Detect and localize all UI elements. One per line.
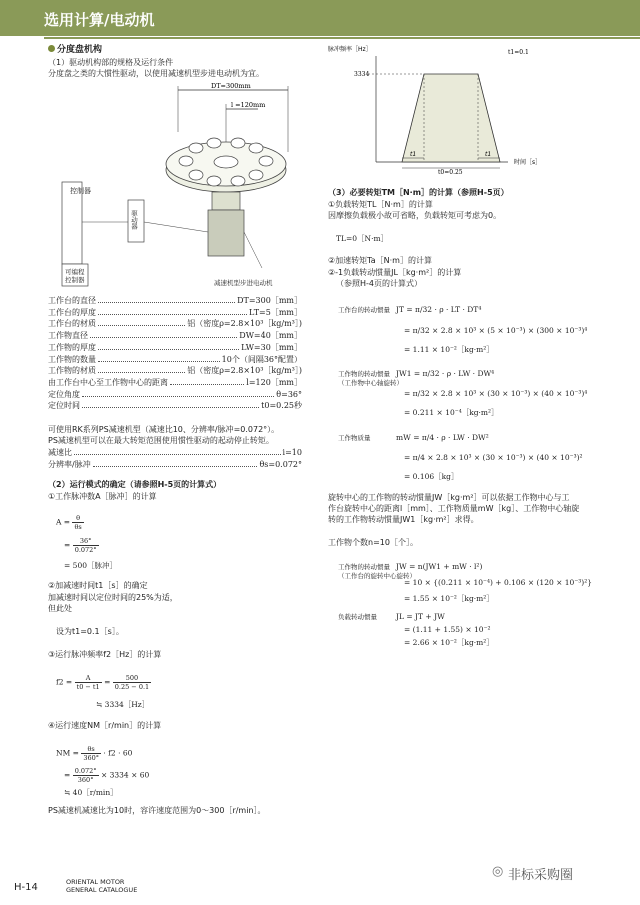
workpiece (189, 170, 203, 180)
spec-label: 工作物的材质 (48, 366, 96, 376)
page-title: 选用计算/电动机 (44, 11, 155, 29)
jl-formula-3: = 2.66 × 10⁻²［kg·m²］ (404, 638, 494, 647)
spec-value: 10个（间隔36°配置） (221, 354, 302, 364)
spec-label: 工作台的材质 (48, 319, 96, 329)
plc-label: 可编程 控制器 (65, 268, 85, 284)
spec-label: 定位角度 (48, 389, 80, 399)
ratio-value: i=10 (282, 448, 302, 457)
jt-formula-2: = π/32 × 2.8 × 10³ × (5 × 10⁻³) × (300 × 10⁻³)⁴ (404, 326, 588, 335)
spec-row (48, 295, 302, 306)
workpiece (189, 143, 203, 153)
spec-value: LT=5［mm］ (249, 307, 302, 317)
workpiece (231, 176, 245, 186)
sec3-title: （3）必要转矩TM［N·m］的计算（参照H-5页） (328, 188, 509, 197)
jl-label: 负载转动惯量 (338, 613, 377, 621)
sec2-step3: ③运行脉冲频率f2［Hz］的计算 (48, 650, 162, 659)
formula-a-line2: = $\frac{36^\circ}{0.072^\circ}$ (64, 537, 97, 554)
spec-label: 工作物的厚度 (48, 342, 96, 352)
spec-value: DW=40［mm］ (239, 331, 302, 341)
spec-row (48, 318, 302, 329)
formula-a-result: = 500［脉冲］ (64, 561, 117, 570)
mw-formula-2: = π/4 × 2.8 × 10³ × (30 × 10⁻³) × (40 × 10⁻³)² (404, 453, 583, 462)
section-title: 分度盘机构 (57, 45, 103, 55)
sec2-note: PS减速机减速比为10时，容许速度范围为0～300［r/min］。 (48, 806, 266, 815)
header-rule (44, 37, 640, 39)
spec-row (48, 365, 302, 376)
spec-value: DT=300［mm］ (237, 296, 302, 305)
jw-label2: （工作台的旋转中心旋转） (338, 572, 416, 580)
sec2-step2-b: 但此处 (48, 604, 72, 613)
chart-ylabel: 脉冲频率［Hz］ (328, 46, 372, 53)
spec-value: t0=0.25秒 (261, 401, 302, 411)
sec2-step1: ①工作脉冲数A［脉冲］的计算 (48, 492, 157, 501)
sec2-step2-a: 加减速时间以定位时间的25%为适， (48, 593, 178, 602)
motor-leader (244, 232, 262, 268)
jw-formula-3: = 1.55 × 10⁻²［kg·m²］ (404, 594, 494, 603)
pulse-frequency-chart (328, 44, 560, 174)
subsection-1: （1）驱动机构部的规格及运行条件 (48, 58, 174, 67)
sec3-para-3: 转的工作物转动惯量JW1［kg·m²］求得。 (328, 515, 479, 524)
spec-label: 工作物直径 (48, 331, 88, 341)
resolution-value: θs=0.072° (259, 460, 302, 469)
workpiece-count: 工作物个数n=10［个］。 (328, 538, 418, 547)
header-bar (0, 0, 640, 36)
formula-f-result: ≒ 3334［Hz］ (96, 700, 150, 709)
spec-value: l=120［mm］ (246, 377, 302, 387)
sec3-para-2: 作台旋转中心的距离l［mm］、工作物质量mW［kg］、工作物中心轴旋 (328, 504, 580, 513)
usable-line1: 可使用RK系列PS减速机型（减速比10、分辨率/脉冲=0.072°）。 (48, 425, 280, 434)
sec3-step2: ②加速转矩Ta［N·m］的计算 (328, 256, 432, 265)
jt-label: 工作台的转动惯量 (338, 306, 390, 314)
company-line2: GENERAL CATALOGUE (66, 886, 138, 894)
jt-formula-3: = 1.11 × 10⁻²［kg·m²］ (404, 345, 494, 354)
spec-value: 铝（密度ρ=2.8×10³［kg/m³］) (187, 366, 302, 376)
resolution-row (48, 459, 302, 470)
workpiece (207, 176, 221, 186)
spec-row (48, 400, 302, 411)
wechat-icon: ◎ (492, 864, 504, 879)
spec-row (48, 330, 302, 341)
sec3-step2b: ②-1负载转动惯量JL［kg·m²］的计算 (328, 268, 462, 277)
jw1-label: 工作物的转动惯量 (338, 370, 390, 378)
mw-formula-3: = 0.106［kg］ (404, 472, 459, 481)
controller-label: 控制器 (70, 187, 91, 195)
company-name (66, 878, 137, 894)
gearhead (212, 192, 240, 210)
workpiece (179, 156, 193, 166)
chart-t0: t0=0.25 (438, 169, 463, 174)
trapezoid-profile (402, 74, 500, 162)
jw-label: 工作物的转动惯量 (338, 563, 390, 571)
spec-row (48, 307, 302, 318)
jw1-formula-2: = π/32 × 2.8 × 10³ × (30 × 10⁻³) × (40 × 10⁻³)⁴ (404, 389, 588, 398)
spec-value: 铝（密度ρ=2.8×10³［kg/m³］) (187, 319, 302, 329)
formula-a-line1: A = $\frac{\theta}{\theta s}$ (56, 514, 82, 531)
ratio-row (48, 447, 302, 458)
sec2-step4: ④运行速度NM［r/min］的计算 (48, 721, 162, 730)
jt-formula-1: JT = π/32 · ρ · LT · DT⁴ (396, 305, 482, 314)
sec3-step2c: （参照H-4页的计算式） (336, 279, 422, 288)
figure-caption: 减速机型步进电动机 (214, 279, 273, 287)
jw-formula-2: = 10 × {(0.211 × 10⁻⁴) + 0.106 × (120 × 10⁻³)²} (404, 578, 593, 587)
mw-label: 工作物质量 (338, 434, 371, 442)
chart-t1b: t1 (485, 151, 492, 158)
formula-n-line2: = $\frac{0.072^\circ}{360^\circ}$ × 3334 × 60 (64, 767, 150, 784)
workpiece (249, 170, 263, 180)
spec-label: 工作物的数量 (48, 354, 96, 364)
chart-t1-note: t1=0.1 (508, 49, 529, 56)
jl-formula-2: = (1.11 + 1.55) × 10⁻² (404, 625, 491, 634)
sec3-step1: ①负载转矩TL［N·m］的计算 (328, 200, 433, 209)
spec-value: LW=30［mm］ (241, 342, 302, 352)
spec-label: 工作台的厚度 (48, 307, 96, 317)
spec-label: 定位时间 (48, 401, 80, 411)
spec-label: 由工作台中心至工作物中心的距离 (48, 377, 168, 387)
workpiece (231, 138, 245, 148)
spec-row (48, 377, 302, 388)
formula-f-line1: f2 = $\frac{A}{t0 - t1}$ = $\frac{500}{0.25 - 0.1}$ (56, 674, 150, 691)
sec2-title: （2）运行模式的确定（请参照H-5页的计算式） (48, 480, 222, 489)
formula-n-result: ≒ 40［r/min］ (64, 788, 118, 797)
ratio-label: 减速比 (48, 448, 72, 457)
jw-formula-1: JW = n(JW1 + mW · l²) (396, 562, 483, 571)
spec-row (48, 354, 302, 365)
spec-row (48, 389, 302, 400)
usable-line2: PS减速机型可以在最大转矩范围使用惯性驱动的起动停止转矩。 (48, 436, 274, 445)
chart-xlabel: 时间［s］ (514, 159, 542, 166)
watermark: 非标采购圈 (508, 868, 574, 883)
chart-yvalue: 3334 (354, 71, 370, 78)
jl-formula-1: JL = JT + JW (396, 612, 445, 621)
spec-value: θ=36° (276, 389, 302, 399)
jw1-formula-3: = 0.211 × 10⁻⁴［kg·m²］ (404, 408, 499, 417)
intro-text: 分度盘之类的大惯性驱动，以使用减速机型步进电动机为宜。 (48, 69, 264, 78)
sec2-step2: ②加减速时间t1［s］的确定 (48, 581, 148, 590)
dt-label: DT=300mm (211, 82, 251, 90)
workpiece (249, 143, 263, 153)
chart-t1a: t1 (410, 151, 417, 158)
driver-label: 驱动器 (130, 210, 138, 230)
workpiece (259, 156, 273, 166)
spec-label: 工作台的直径 (48, 296, 96, 305)
formula-n-line1: NM = $\frac{\theta s}{360^\circ}$ · f2 · 60 (56, 745, 133, 762)
spec-row (48, 342, 302, 353)
sec3-step1-a: 因摩擦负载极小故可省略，负载转矩可考虑为0。 (328, 211, 502, 220)
jw1-label2: （工作物中心轴旋转） (338, 379, 403, 387)
l-label: l =120mm (231, 101, 266, 109)
stepper-motor (208, 210, 244, 256)
page-number: H-14 (14, 882, 38, 893)
mw-formula-1: mW = π/4 · ρ · LW · DW² (396, 433, 489, 442)
jw1-formula-1: JW1 = π/32 · ρ · LW · DW⁴ (396, 369, 495, 378)
sec3-para-1: 旋转中心的工作物的转动惯量JW［kg·m²］可以依据工作物中心与工 (328, 493, 570, 502)
company-line1: ORIENTAL MOTOR (66, 878, 125, 886)
driver-cable (144, 222, 208, 232)
table-hub (214, 156, 238, 168)
section-heading (48, 45, 102, 55)
tl-formula: TL=0［N·m］ (336, 234, 389, 243)
resolution-label: 分辨率/脉冲 (48, 460, 91, 469)
bullet-icon (48, 45, 55, 52)
workpiece (207, 138, 221, 148)
sec2-step2-c: 设为t1=0.1［s］。 (56, 627, 124, 636)
